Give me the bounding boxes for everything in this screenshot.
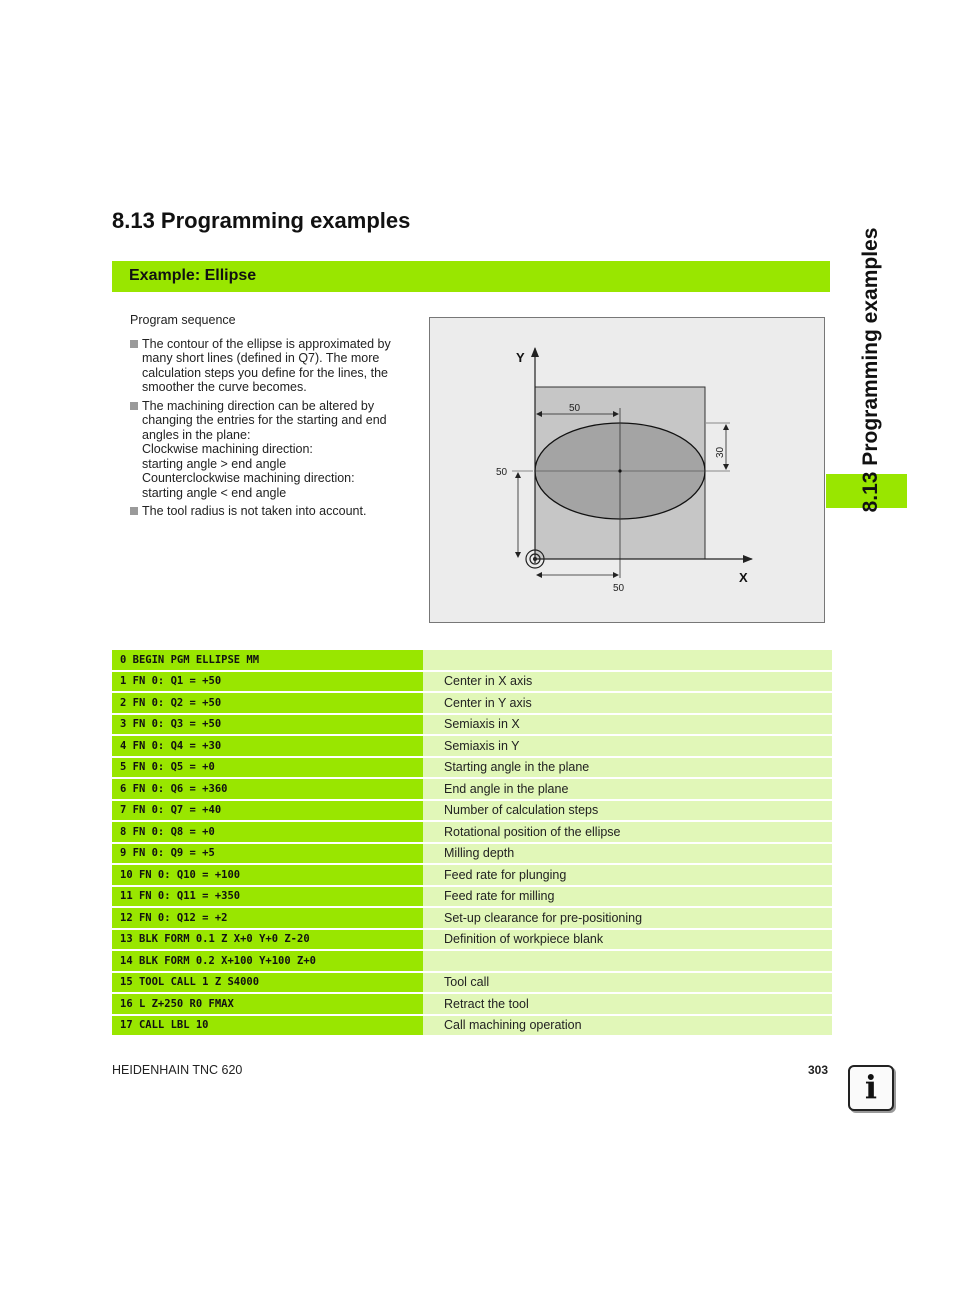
x-axis-label: X (739, 570, 748, 585)
program-row (112, 973, 832, 993)
program-description: Feed rate for plunging (423, 865, 832, 885)
program-row (112, 822, 832, 842)
bullet-line: starting angle < end angle (142, 485, 287, 500)
nc-program-body (112, 650, 832, 1035)
program-description: Center in Y axis (423, 693, 832, 713)
program-code: 14 BLK FORM 0.2 X+100 Y+100 Z+0 (112, 951, 423, 971)
section-title: Example: Ellipse (129, 267, 257, 284)
info-icon (848, 1065, 894, 1111)
bullet-square-icon (130, 507, 138, 515)
dim-bottom-label: 50 (613, 583, 625, 594)
ellipse-drawing (429, 317, 825, 623)
bullet-line: Counterclockwise machining direction: (142, 471, 355, 485)
bullet-line: The machining direction can be altered by (142, 398, 375, 413)
program-description: Tool call (423, 973, 832, 993)
program-description: End angle in the plane (423, 779, 832, 799)
program-code: 2 FN 0: Q2 = +50 (112, 693, 423, 713)
program-row (112, 779, 832, 799)
program-row (112, 1016, 832, 1036)
intro-bullet-list (130, 337, 410, 519)
program-description: Center in X axis (423, 672, 832, 692)
program-description: Semiaxis in Y (423, 736, 832, 756)
program-description: Definition of workpiece blank (423, 930, 832, 950)
bullet-line: calculation steps you define for the lines, the (142, 365, 388, 380)
program-row (112, 887, 832, 907)
program-row (112, 865, 832, 885)
program-code: 13 BLK FORM 0.1 Z X+0 Y+0 Z-20 (112, 930, 423, 950)
program-code: 4 FN 0: Q4 = +30 (112, 736, 423, 756)
program-description: Starting angle in the plane (423, 758, 832, 778)
bullet-line: smoother the curve becomes. (142, 380, 307, 394)
program-row (112, 801, 832, 821)
program-row (112, 758, 832, 778)
info-glyph: i (864, 1068, 878, 1106)
program-row (112, 908, 832, 928)
program-code: 8 FN 0: Q8 = +0 (112, 822, 423, 842)
bullet-square-icon (130, 340, 138, 348)
program-code: 12 FN 0: Q12 = +2 (112, 908, 423, 928)
program-code: 0 BEGIN PGM ELLIPSE MM (112, 650, 423, 670)
bullet-line: angles in the plane: (142, 427, 251, 442)
program-code: 10 FN 0: Q10 = +100 (112, 865, 423, 885)
program-row (112, 844, 832, 864)
intro-text (130, 313, 410, 523)
program-description: Milling depth (423, 844, 832, 864)
section-header (112, 261, 830, 292)
bullet-item (130, 504, 410, 519)
program-code: 1 FN 0: Q1 = +50 (112, 672, 423, 692)
bullet-item (130, 337, 410, 395)
intro-lead: Program sequence (130, 313, 236, 327)
program-description (423, 951, 832, 971)
program-description: Feed rate for milling (423, 887, 832, 907)
program-description: Rotational position of the ellipse (423, 822, 832, 842)
dim-left-label: 50 (496, 467, 508, 478)
y-axis-label: Y (516, 350, 525, 365)
page-title: 8.13 Programming examples (112, 208, 411, 233)
bullet-line: many short lines (defined in Q7). The more (142, 351, 380, 365)
program-description: Semiaxis in X (423, 715, 832, 735)
bullet-line: starting angle > end angle (142, 456, 287, 471)
program-description: Retract the tool (423, 994, 832, 1014)
footer-product-name: HEIDENHAIN TNC 620 (112, 1063, 243, 1077)
bullet-line: changing the entries for the starting and end (142, 413, 387, 427)
program-description (423, 650, 832, 670)
program-row (112, 650, 832, 670)
bullet-item (130, 399, 410, 501)
ellipse-drawing-svg (430, 318, 824, 622)
program-code: 9 FN 0: Q9 = +5 (112, 844, 423, 864)
program-code: 7 FN 0: Q7 = +40 (112, 801, 423, 821)
program-row (112, 715, 832, 735)
bullet-line: The contour of the ellipse is approximated by (142, 336, 391, 351)
program-row (112, 736, 832, 756)
page-number: 303 (808, 1063, 829, 1077)
dim-top-label: 50 (569, 403, 581, 414)
program-row (112, 951, 832, 971)
program-row (112, 672, 832, 692)
program-code: 16 L Z+250 R0 FMAX (112, 994, 423, 1014)
program-row (112, 930, 832, 950)
ellipse-center-point (618, 469, 621, 472)
program-row (112, 994, 832, 1014)
program-row (112, 693, 832, 713)
nc-program-table (112, 648, 832, 1037)
program-code: 17 CALL LBL 10 (112, 1016, 423, 1036)
chapter-side-title: 8.13 Programming examples (859, 227, 882, 513)
program-code: 15 TOOL CALL 1 Z S4000 (112, 973, 423, 993)
program-code: 11 FN 0: Q11 = +350 (112, 887, 423, 907)
bullet-line: The tool radius is not taken into account. (142, 504, 367, 518)
program-description: Number of calculation steps (423, 801, 832, 821)
program-code: 6 FN 0: Q6 = +360 (112, 779, 423, 799)
bullet-square-icon (130, 402, 138, 410)
program-code: 3 FN 0: Q3 = +50 (112, 715, 423, 735)
program-code: 5 FN 0: Q5 = +0 (112, 758, 423, 778)
program-description: Set-up clearance for pre-positioning (423, 908, 832, 928)
bullet-line: Clockwise machining direction: (142, 442, 313, 456)
dim-right-label: 30 (715, 446, 726, 458)
program-description: Call machining operation (423, 1016, 832, 1036)
